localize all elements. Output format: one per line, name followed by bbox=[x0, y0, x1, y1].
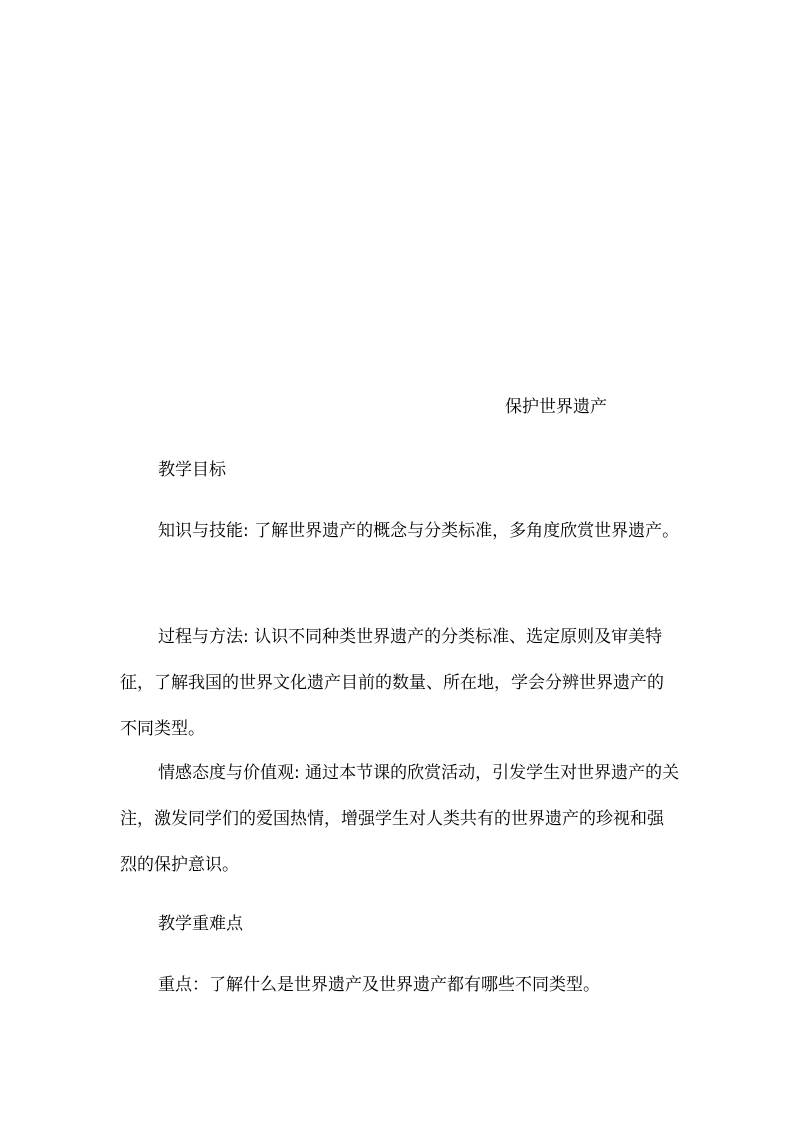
key-difficult-heading: 教学重难点 bbox=[158, 914, 243, 934]
emotion-values-paragraph: 情感态度与价值观: 通过本节课的欣赏活动，引发学生对世界遗产的关注，激发同学们的爱国热情，增强学生对人类共有的世界遗产的珍视和强烈的保护意识。 bbox=[120, 763, 680, 875]
process-methods-paragraph: 过程与方法: 认识不同种类世界遗产的分类标准、选定原则及审美特征，了解我国的世界文化遗产目前的数量、所在地，学会分辨世界遗产的不同类型。 bbox=[120, 627, 664, 739]
knowledge-skills-paragraph: 知识与技能: 了解世界遗产的概念与分类标准，多角度欣赏世界遗产。 bbox=[158, 521, 680, 541]
objectives-heading: 教学目标 bbox=[158, 460, 226, 480]
document-title: 保护世界遗产 bbox=[505, 397, 607, 417]
key-point-paragraph: 重点：了解什么是世界遗产及世界遗产都有哪些不同类型。 bbox=[158, 975, 600, 995]
